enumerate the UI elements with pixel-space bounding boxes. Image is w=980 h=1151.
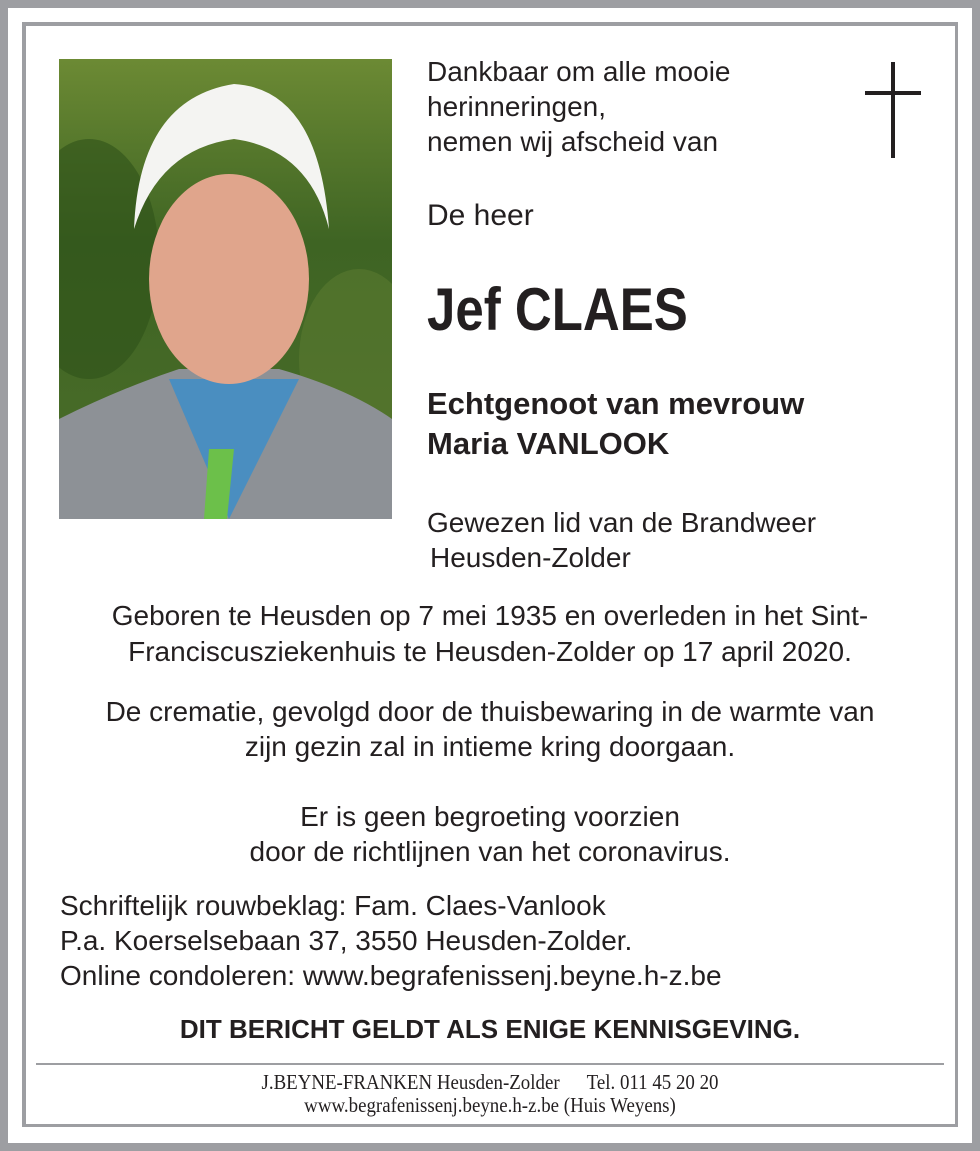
greeting-line-2: door de richtlijnen van het coronavirus. [249,836,731,867]
spouse-line-1: Echtgenoot van mevrouw [427,386,805,421]
cremation-line-2: zijn gezin zal in intieme kring doorgaan. [244,731,736,762]
deceased-name: Jef CLAES [427,276,688,343]
contact-line-1: Schriftelijk rouwbeklag: Fam. Claes-Vanlook [60,890,606,921]
intro-line-3: nemen wij afscheid van [427,126,719,157]
footer-company: J.BEYNE-FRANKEN Heusden-Zolder [261,1070,560,1094]
birth-line-1: Geboren te Heusden op 7 mei 1935 en overleden in het Sint- [111,600,869,631]
portrait-photo [59,59,392,519]
cremation-line-1: De crematie, gevolgd door de thuisbewaring in de warmte van [105,696,875,727]
notice: DIT BERICHT GELDT ALS ENIGE KENNISGEVING. [179,1014,801,1044]
spouse-line-2: Maria VANLOOK [427,426,670,461]
role-line-1: Gewezen lid van de Brandweer [427,507,817,538]
birth-line-2: Franciscusziekenhuis te Heusden-Zolder op 17 april 2020. [128,636,852,667]
footer-tel: Tel. 011 45 20 20 [586,1070,719,1094]
contact-line-2: P.a. Koerselsebaan 37, 3550 Heusden-Zolder. [60,925,633,956]
footer-divider [36,1063,944,1065]
intro-line-1: Dankbaar om alle mooie [427,56,731,87]
cross-icon [865,62,921,158]
greeting-line-1: Er is geen begroeting voorzien [300,801,680,832]
footer-company-line [49,1071,931,1094]
contact-website[interactable]: Online condoleren: www.begrafenissenj.beyne.h-z.be [60,960,722,991]
footer-website[interactable]: www.begrafenissenj.beyne.h-z.be (Huis Weyens) [304,1093,676,1117]
honorific: De heer [427,199,534,232]
role-line-2: Heusden-Zolder [430,542,631,573]
intro-line-2: herinneringen, [427,91,607,122]
